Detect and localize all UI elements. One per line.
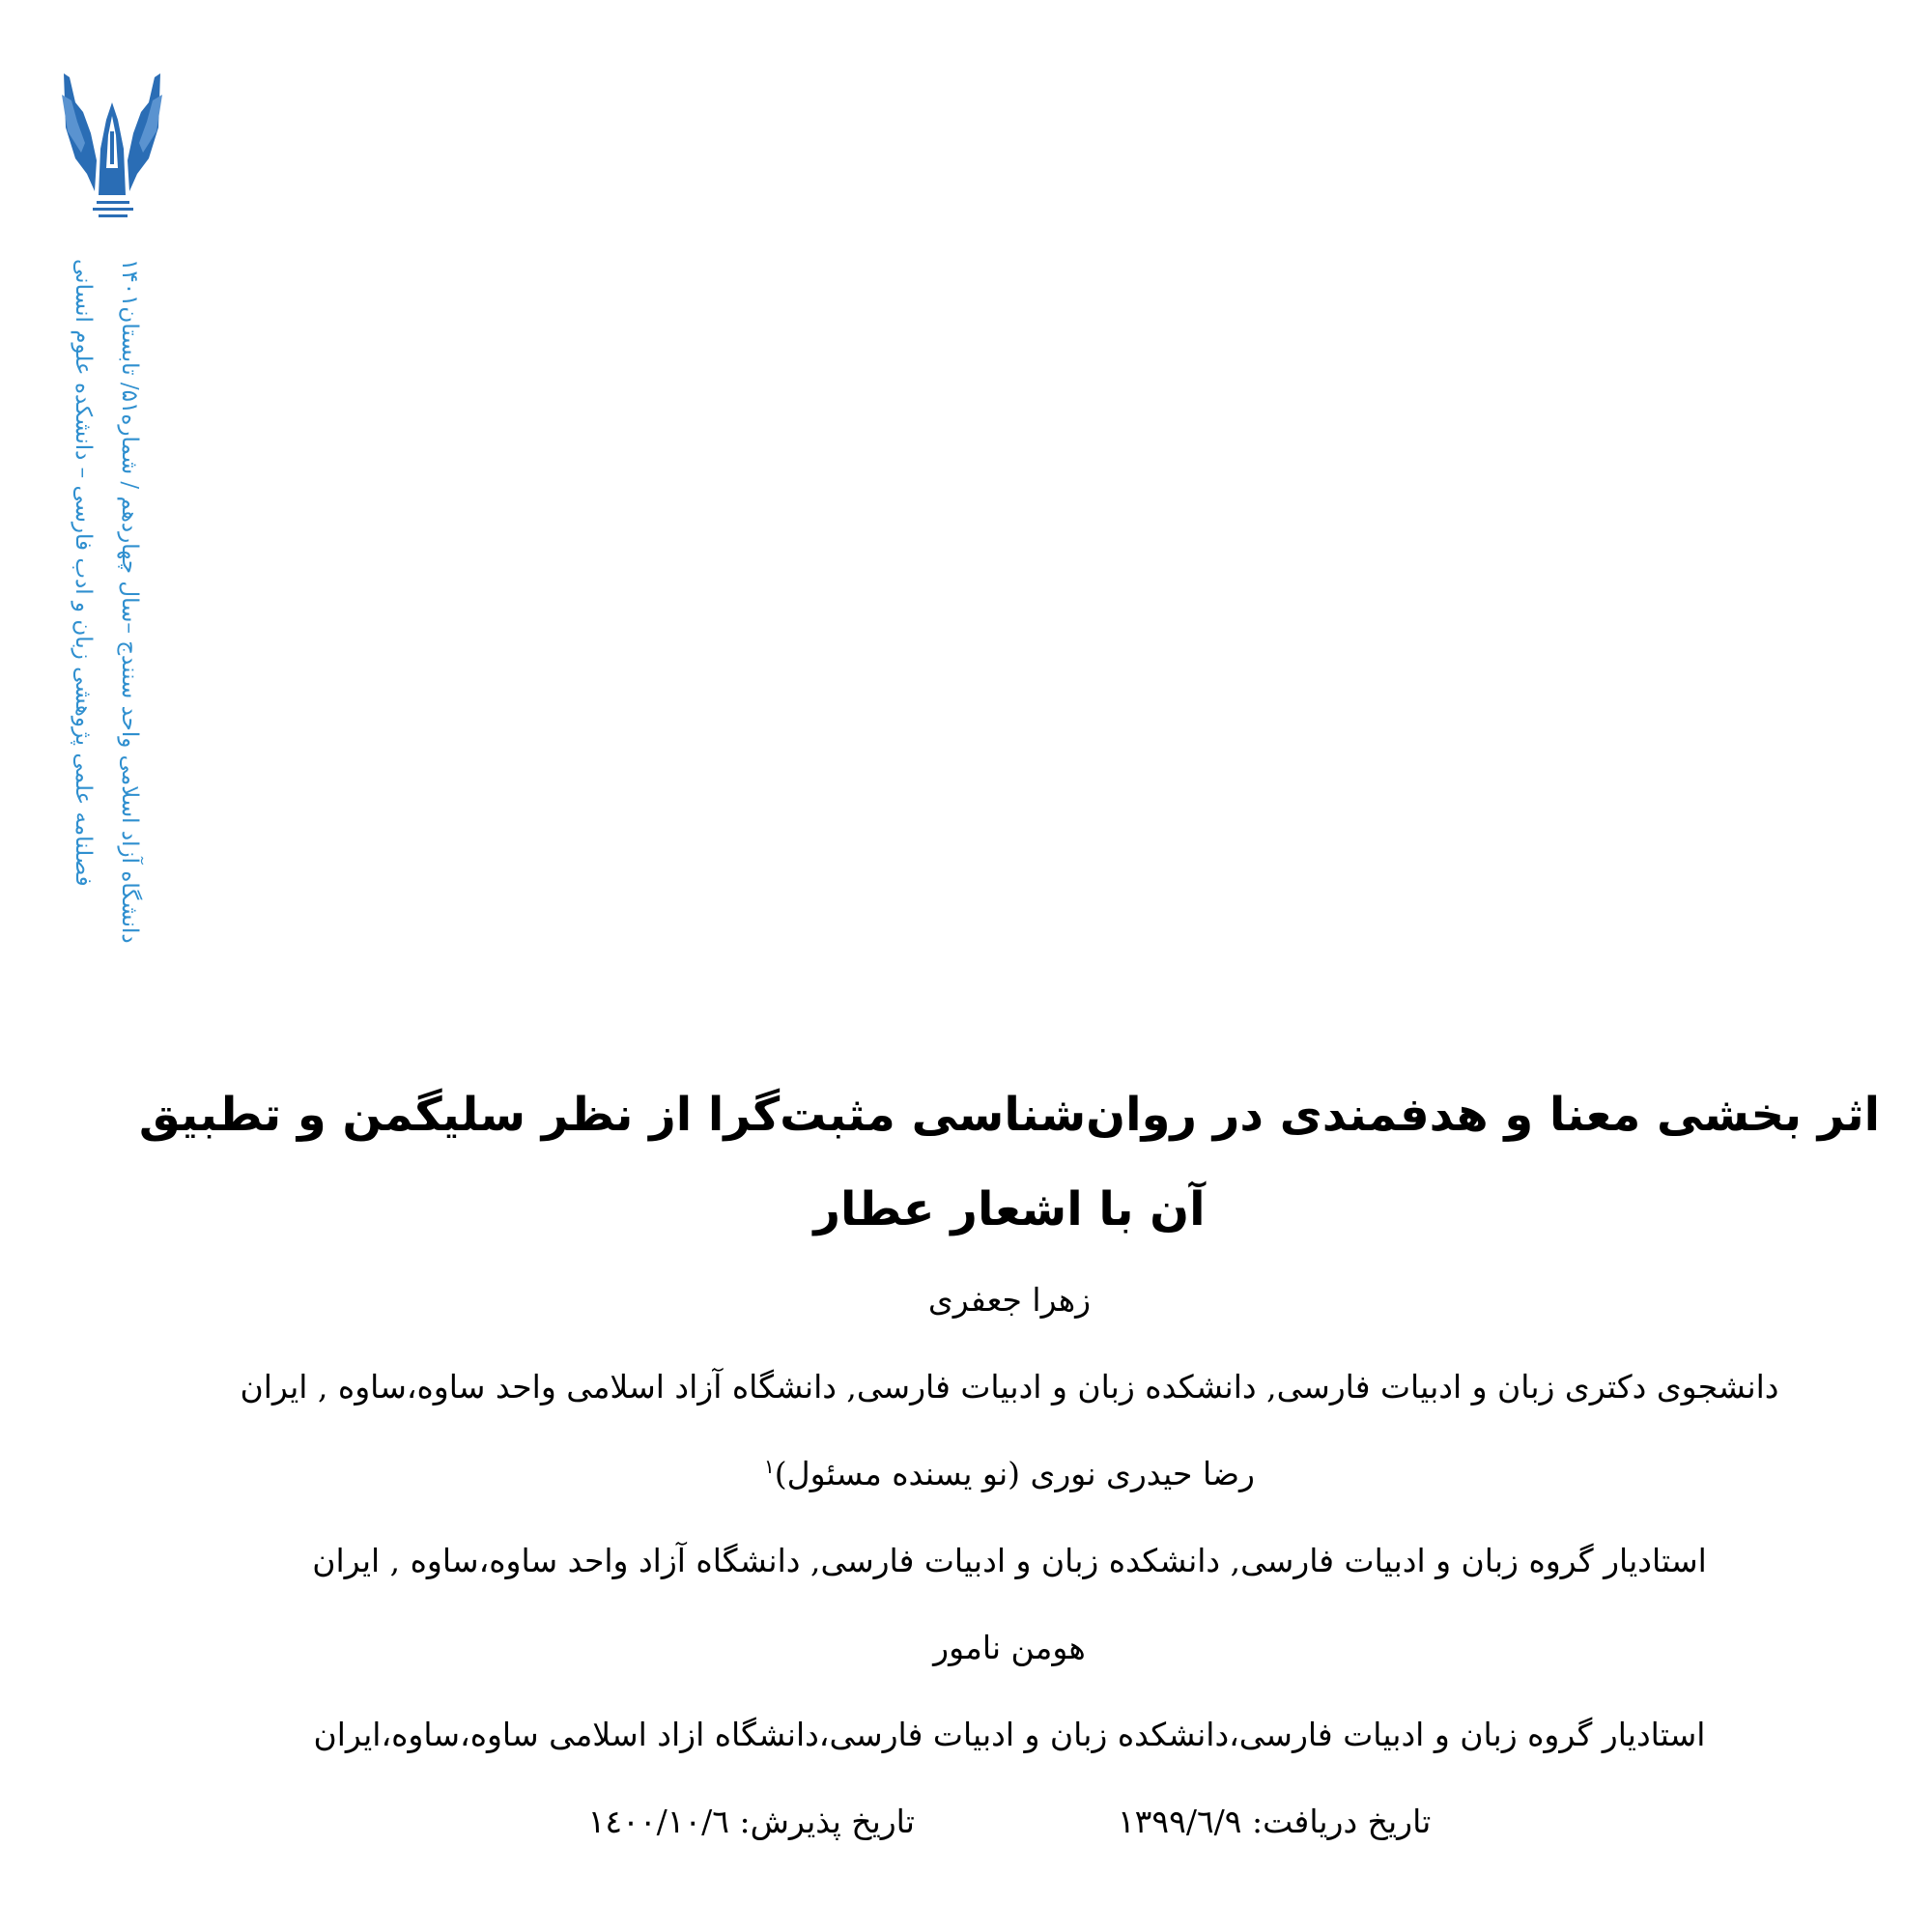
journal-header (62, 259, 158, 1061)
journal-line-2: دانشگاه آزاد اسلامی واحد سنندج –سال چهاردهم / شماره۵۱/ تابستان۱۴۰۱ (117, 259, 142, 944)
footnote-marker: ١ (764, 1455, 775, 1478)
journal-line-1: فصلنامه علمی پژوهشی زبان و ادب فارسی – دانشکده علوم انسانی (71, 259, 96, 887)
author-name-1: زهرا جعفری (927, 1281, 1092, 1319)
article-title (116, 1067, 1903, 1257)
author-affiliation-1: دانشجوی دکتری زبان و ادبیات فارسی, دانشکده زبان و ادبیات فارسی, دانشگاه آزاد اسلامی واحد ساوه،ساوه , ایران (240, 1368, 1779, 1406)
title-line-1: اثر بخشی معنا و هدفمندی در روان‌شناسی مثبت‌گرا از نظر سلیگمن و تطبیق (138, 1088, 1881, 1142)
accepted-date: تاریخ پذیرش: ١٤٠٠/١٠/٦ (587, 1803, 915, 1840)
author-name-2: رضا حیدری نوری (نو یسنده مسئول) (774, 1455, 1255, 1492)
university-emblem-icon (62, 73, 162, 228)
author-affiliation-2: استادیار گروه زبان و ادبیات فارسی, دانشکده زبان و ادبیات فارسی, دانشگاه آزاد واحد ساوه،ساوه , ایران (312, 1542, 1707, 1579)
received-date: تاریخ دریافت: ۱۳۹۹/٦/۹ (1117, 1803, 1432, 1840)
title-line-2: آن با اشعار عطار (813, 1182, 1206, 1236)
article-header (116, 1067, 1903, 1865)
author-affiliation-3: استادیار گروه زبان و ادبیات فارسی،دانشکده زبان و ادبیات فارسی،دانشگاه ازاد اسلامی ساوه،ساوه،ایران (313, 1716, 1706, 1753)
author-2 (116, 1431, 1903, 1518)
author-name-3: هومن نامور (933, 1629, 1086, 1666)
article-dates (116, 1778, 1903, 1865)
